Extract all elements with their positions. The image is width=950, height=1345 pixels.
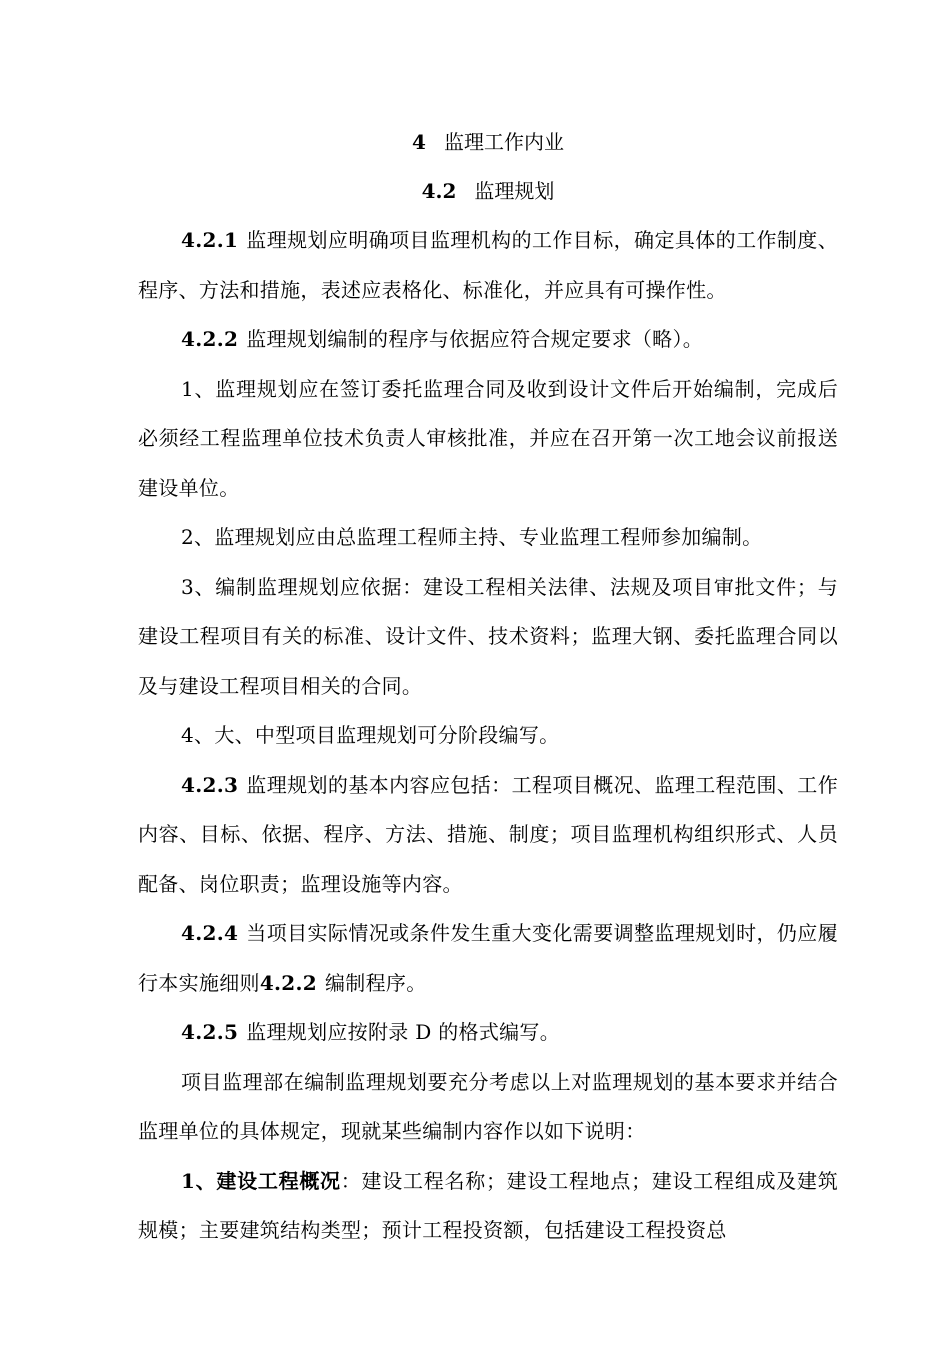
overview-text: ：建设工程名称；建设工程地点；建设工程组成及建筑规模；主要建筑结构类型；预计工程投资额，包括建设工程投资总 (138, 1168, 838, 1242)
clause-number: 4.2.1 (181, 228, 239, 252)
clause-text: 当项目实际情况或条件发生重大变化需要调整监理规划时，仍应履行本实施细则 (138, 921, 838, 995)
clause-4-2-3 (138, 761, 838, 910)
overview-label: 1、建设工程概况 (181, 1168, 341, 1193)
intro-paragraph: 项目监理部在编制监理规划要充分考虑以上对监理规划的基本要求并结合监理单位的具体规定，现就某些编制内容作以如下说明： (138, 1069, 838, 1143)
clause-number: 4.2.5 (181, 1020, 239, 1044)
clause-number: 4.2.2 (181, 327, 239, 351)
section-heading (138, 167, 838, 216)
list-item-2: 2、监理规划应由总监理工程师主持、专业监理工程师参加编制。 (181, 525, 763, 549)
section-number: 4.2 (421, 179, 457, 203)
clause-reference: 4.2.2 (259, 970, 317, 995)
clause-number: 4.2.3 (181, 772, 239, 797)
clause-text-end: 编制程序。 (325, 970, 427, 995)
clause-4-2-2 (138, 315, 838, 365)
document-page (138, 118, 838, 1256)
chapter-heading (138, 118, 838, 167)
chapter-title: 监理工作内业 (443, 130, 564, 154)
list-item-1: 1、监理规划应在签订委托监理合同及收到设计文件后开始编制，完成后必须经工程监理单位技术负责人审核批准，并应在召开第一次工地会议前报送建设单位。 (138, 376, 838, 500)
clause-4-2-5 (138, 1008, 838, 1058)
project-overview (138, 1157, 838, 1256)
list-item-4: 4、大、中型项目监理规划可分阶段编写。 (181, 723, 560, 747)
clause-text: 监理规划的基本内容应包括：工程项目概况、监理工程范围、工作内容、目标、依据、程序、方法、措施、制度；项目监理机构组织形式、人员配备、岗位职责；监理设施等内容。 (138, 772, 838, 896)
clause-4-2-1 (138, 216, 838, 315)
clause-text: 监理规划编制的程序与依据应符合规定要求（略）。 (246, 327, 704, 351)
section-title: 监理规划 (474, 179, 555, 203)
clause-number: 4.2.4 (181, 921, 239, 945)
clause-text: 监理规划应明确项目监理机构的工作目标，确定具体的工作制度、程序、方法和措施，表述应表格化、标准化，并应具有可操作性。 (138, 228, 838, 302)
clause-4-2-4 (138, 909, 838, 1008)
chapter-number: 4 (412, 130, 426, 154)
clause-text: 监理规划应按附录 D 的格式编写。 (246, 1020, 561, 1044)
list-item-3: 3、编制监理规划应依据：建设工程相关法律、法规及项目审批文件；与建设工程项目有关的标准、设计文件、技术资料；监理大钢、委托监理合同以及与建设工程项目相关的合同。 (138, 574, 838, 698)
